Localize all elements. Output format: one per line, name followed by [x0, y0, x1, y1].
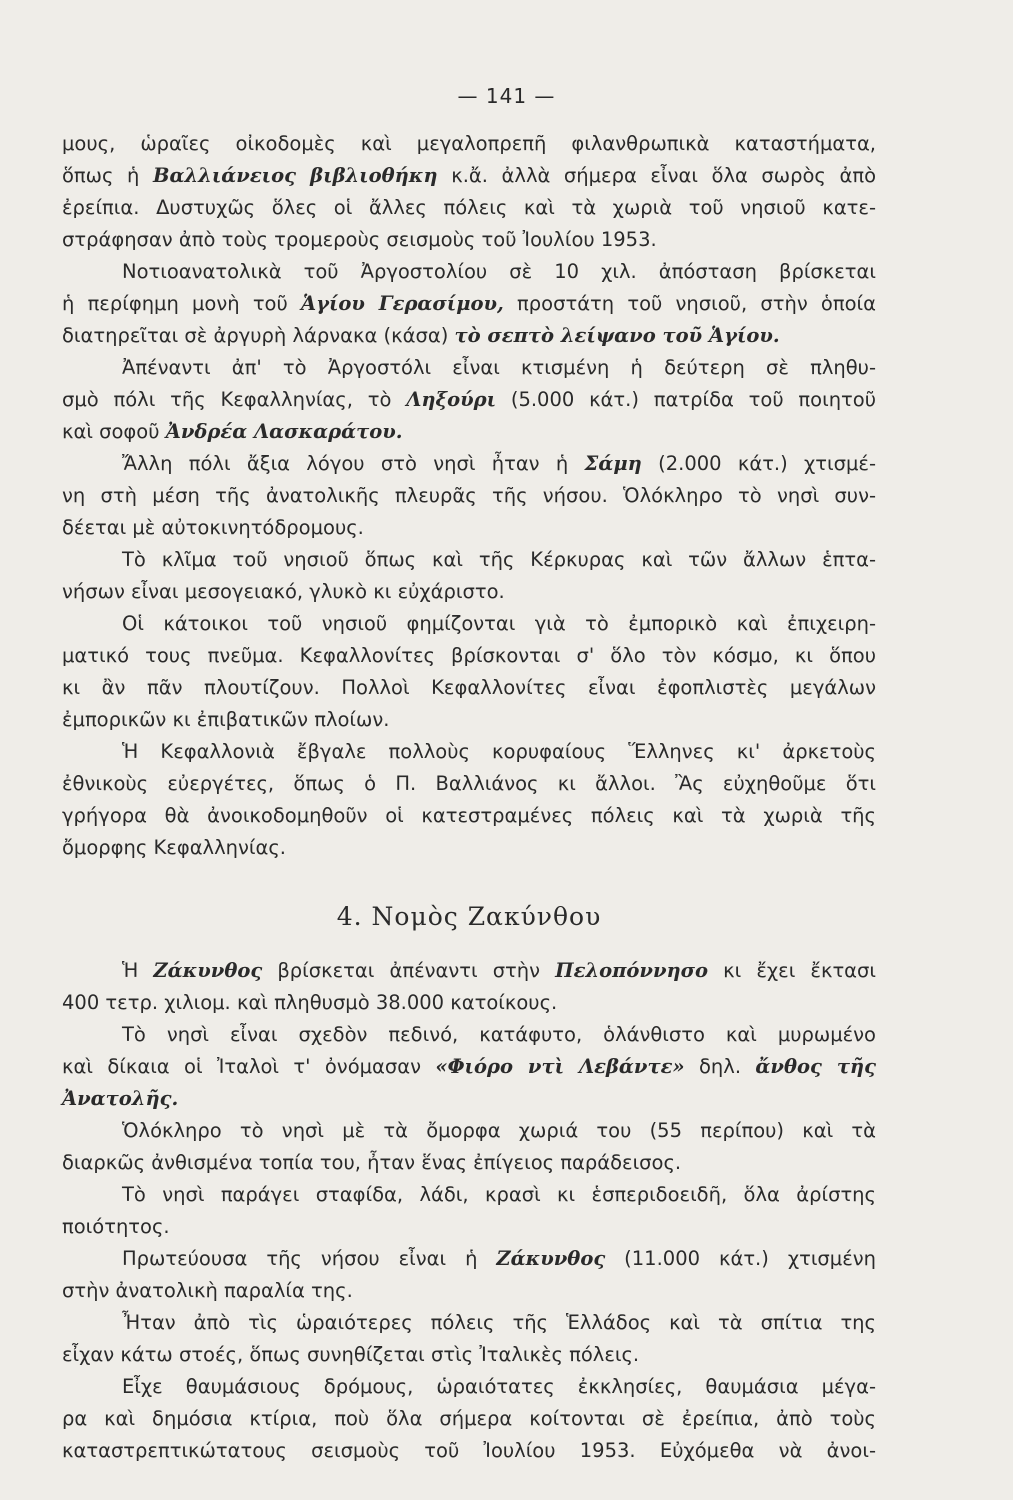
text-line: ἐμπορικῶν κι ἐπιβατικῶν πλοίων.	[62, 708, 390, 731]
text-line: ὅπως ἡ Βαλλιάνειος βιβλιοθήκη κ.ἄ. ἀλλὰ σήμερα εἶναι ὅλα σωρὸς ἀπὸ	[62, 164, 877, 187]
text-line: διατηρεῖται σὲ ἀργυρὴ λάρνακα (κάσα) τὸ σεπτὸ λείψανο τοῦ Ἁγίου.	[62, 324, 780, 347]
emphasis: Ζάκυνθος	[496, 1247, 606, 1270]
body-text	[62, 128, 876, 1467]
text-line: δέεται μὲ αὐτοκινητόδρομους.	[62, 516, 364, 539]
emphasis: «Φιόρο ντὶ Λεβάντε»	[435, 1055, 685, 1078]
emphasis: Ἀνδρέα Λασκαράτου.	[165, 420, 403, 443]
text-line: Ὁλόκληρο τὸ νησὶ μὲ τὰ ὄμορφα χωριά του (55 περίπου) καὶ τὰ	[122, 1119, 876, 1142]
text-line: καὶ σοφοῦ Ἀνδρέα Λασκαράτου.	[62, 420, 403, 443]
text-line: γρήγορα θὰ ἀνοικοδομηθοῦν οἱ κατεστραμένες πόλεις καὶ τὰ χωριὰ τῆς	[62, 804, 876, 827]
text-line: στράφησαν ἀπὸ τοὺς τρομεροὺς σεισμοὺς τοῦ Ἰουλίου 1953.	[62, 228, 657, 251]
text-line: 400 τετρ. χιλιομ. καὶ πληθυσμὸ 38.000 κατοίκους.	[62, 991, 558, 1014]
text-line: ματικό τους πνεῦμα. Κεφαλλονίτες βρίσκονται σ' ὅλο τὸν κόσμο, κι ὅπου	[62, 644, 876, 667]
text-line: ἐθνικοὺς εὐεργέτες, ὅπως ὁ Π. Βαλλιάνος κι ἄλλοι. Ἂς εὐχηθοῦμε ὅτι	[62, 772, 876, 795]
text-line: Οἱ κάτοικοι τοῦ νησιοῦ φημίζονται γιὰ τὸ ἐμπορικὸ καὶ ἐπιχειρη-	[122, 612, 876, 635]
section-heading: 4. Νομὸς Ζακύνθου	[336, 902, 602, 931]
emphasis: Σάμη	[584, 452, 642, 475]
text-line: νήσων εἶναι μεσογειακό, γλυκὸ κι εὐχάριστο.	[62, 580, 505, 603]
text-line: Τὸ νησὶ παράγει σταφίδα, λάδι, κρασὶ κι ἑσπεριδοειδῆ, ὅλα ἀρίστης	[122, 1183, 876, 1206]
text-line: καταστρεπτικώτατους σεισμοὺς τοῦ Ἰουλίου 1953. Εὐχόμεθα νὰ ἀνοι-	[62, 1439, 876, 1462]
emphasis: Ἁγίου Γερασίμου,	[300, 292, 504, 315]
emphasis: Ζάκυνθος	[153, 959, 263, 982]
text-line: Ἡ Κεφαλλονιὰ ἔβγαλε πολλοὺς κορυφαίους Ἕλληνες κι' ἀρκετοὺς	[122, 740, 876, 763]
emphasis: ἄνθος τῆς	[755, 1055, 876, 1078]
text-line: Ἡ Ζάκυνθος βρίσκεται ἀπέναντι στὴν Πελοπόννησο κι ἔχει ἔκτασι	[122, 959, 876, 982]
text-line: μους, ὡραῖες οἰκοδομὲς καὶ μεγαλοπρεπῆ φιλανθρωπικὰ καταστήματα,	[62, 132, 876, 155]
text-line: Νοτιοανατολικὰ τοῦ Ἀργοστολίου σὲ 10 χιλ. ἀπόσταση βρίσκεται	[122, 260, 876, 283]
text-line: διαρκῶς ἀνθισμένα τοπία του, ἦταν ἕνας ἐπίγειος παράδεισος.	[62, 1151, 682, 1174]
text-line: Πρωτεύουσα τῆς νήσου εἶναι ἡ Ζάκυνθος (11.000 κάτ.) χτισμένη	[122, 1247, 876, 1270]
text-line: Ἄλλη πόλι ἄξια λόγου στὸ νησὶ ἦταν ἡ Σάμη (2.000 κάτ.) χτισμέ-	[122, 452, 876, 475]
text-line: Τὸ νησὶ εἶναι σχεδὸν πεδινό, κατάφυτο, ὁλάνθιστο καὶ μυρωμένο	[122, 1023, 876, 1046]
emphasis: Βαλλιάνειος βιβλιοθήκη	[153, 164, 438, 187]
text-line: καὶ δίκαια οἱ Ἰταλοὶ τ' ὀνόμασαν «Φιόρο ντὶ Λεβάντε» δηλ. ἄνθος τῆς	[62, 1055, 876, 1078]
text-line: ἡ περίφημη μονὴ τοῦ Ἁγίου Γερασίμου, προστάτη τοῦ νησιοῦ, στὴν ὁποία	[62, 292, 876, 315]
text-line: σμὸ πόλι τῆς Κεφαλληνίας, τὸ Ληξούρι (5.000 κάτ.) πατρίδα τοῦ ποιητοῦ	[62, 388, 877, 411]
text-line: Ἦταν ἀπὸ τὶς ὡραιότερες πόλεις τῆς Ἑλλάδος καὶ τὰ σπίτια της	[122, 1311, 876, 1334]
text-line: ὄμορφης Κεφαλληνίας.	[62, 836, 286, 859]
text-line: Τὸ κλῖμα τοῦ νησιοῦ ὅπως καὶ τῆς Κέρκυρας καὶ τῶν ἄλλων ἑπτα-	[122, 548, 876, 571]
text-line: κι ἂν πᾶν πλουτίζουν. Πολλοὶ Κεφαλλονίτες εἶναι ἐφοπλιστὲς μεγάλων	[62, 676, 876, 699]
emphasis: Πελοπόννησο	[555, 959, 709, 982]
page-number: — 141 —	[457, 84, 556, 108]
text-line: ποιότητος.	[62, 1215, 170, 1238]
text-line: εἶχαν κάτω στοές, ὅπως συνηθίζεται στὶς Ἰταλικὲς πόλεις.	[62, 1343, 640, 1366]
text-line: ρα καὶ δημόσια κτίρια, ποὺ ὅλα σήμερα κοίτονται σὲ ἐρείπια, ἀπὸ τοὺς	[62, 1407, 876, 1430]
text-line: Εἶχε θαυμάσιους δρόμους, ὡραιότατες ἐκκλησίες, θαυμάσια μέγα-	[122, 1375, 876, 1398]
text-line: στὴν ἀνατολικὴ παραλία της.	[62, 1279, 353, 1302]
text-line: Ἀπέναντι ἀπ' τὸ Ἀργοστόλι εἶναι κτισμένη ἡ δεύτερη σὲ πληθυ-	[122, 356, 876, 379]
text-line: νη στὴ μέση τῆς ἀνατολικῆς πλευρᾶς τῆς νήσου. Ὁλόκληρο τὸ νησὶ συν-	[62, 484, 876, 507]
text-line: ἐρείπια. Δυστυχῶς ὅλες οἱ ἄλλες πόλεις καὶ τὰ χωριὰ τοῦ νησιοῦ κατε-	[62, 196, 876, 219]
text-line: Ἀνατολῆς.	[62, 1087, 179, 1110]
emphasis: Ληξούρι	[406, 388, 497, 411]
emphasis: τὸ σεπτὸ λείψανο τοῦ Ἁγίου.	[454, 324, 780, 347]
